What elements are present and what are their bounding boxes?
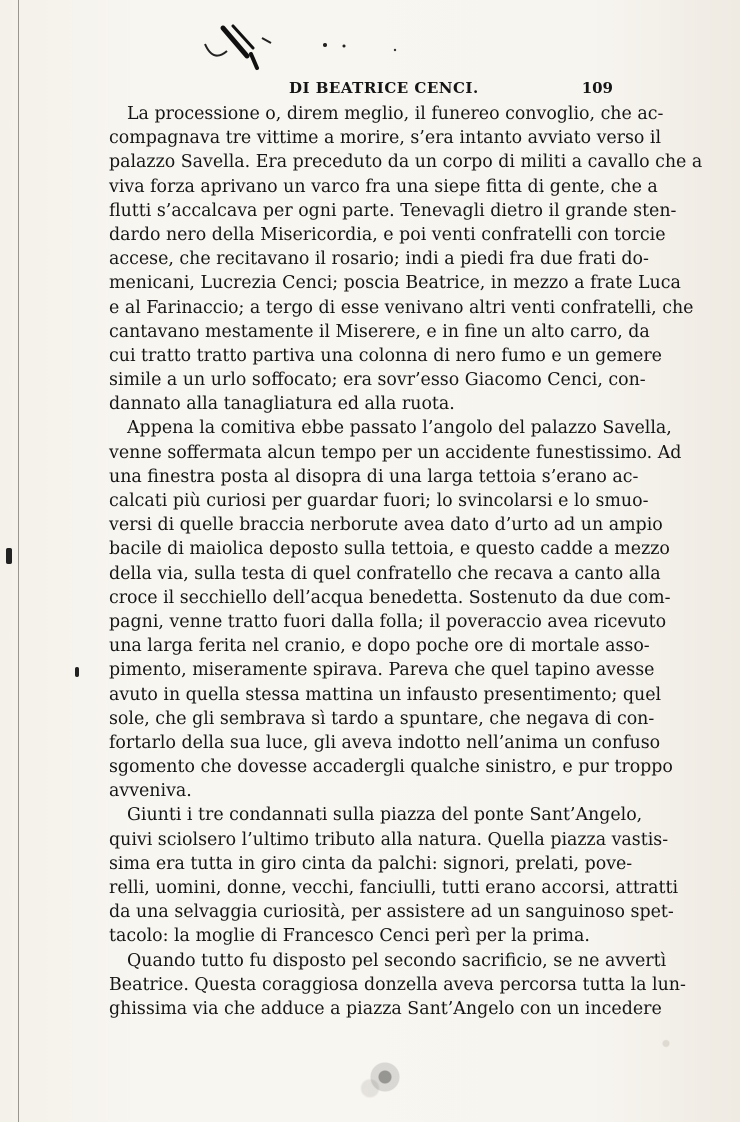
text-line: simile a un urlo soffocato; era sovr’esso Giacomo Cenci, con-	[109, 370, 646, 391]
text-line: una larga ferita nel cranio, e dopo poche ore di mortale asso-	[109, 636, 650, 657]
book-text	[109, 102, 703, 1021]
text-line: calcati più curiosi per guardar fuori; lo svincolarsi e lo smuo-	[109, 491, 649, 511]
text-line: croce il secchiello dell’acqua benedetta. Sostenuto da due com-	[109, 587, 671, 608]
text-line: da una selvaggia curiosità, per assistere ad un sanguinoso spet-	[109, 902, 674, 923]
text-line: cui tratto tratto partiva una colonna di nero fumo e un gemere	[109, 345, 662, 366]
text-line: Beatrice. Questa coraggiosa donzella aveva percorsa tutta la lun-	[109, 974, 686, 995]
text-line: compagnava tre vittime a morire, s’era intanto avviato verso il	[109, 128, 662, 149]
page-stain	[365, 1060, 405, 1094]
text-line: relli, uomini, donne, vecchi, fanciulli, tutti erano accorsi, attratti	[109, 878, 679, 898]
text-line: avuto in quella stessa mattina un infausto presentimento; quel	[109, 684, 662, 705]
text-line: dardo nero della Misericordia, e poi venti confratelli con torcie	[109, 224, 666, 245]
text-line: cantavano mestamente il Miserere, e in fine un alto carro, da	[109, 321, 650, 342]
text-line: palazzo Savella. Era preceduto da un corpo di militi a cavallo che a	[109, 152, 703, 173]
text-line: viva forza aprivano un varco fra una siepe fitta di gente, che a	[109, 176, 658, 197]
text-line: sima era tutta in giro cinta da palchi: signori, prelati, pove-	[109, 853, 633, 874]
text-line: La processione o, direm meglio, il funereo convoglio, che ac-	[127, 104, 664, 124]
text-line: ghissima via che adduce a piazza Sant’Angelo con un incedere	[109, 998, 662, 1019]
text-line: sole, che gli sembrava sì tardo a spuntare, che negava di con-	[109, 708, 655, 729]
text-line: Giunti i tre condannati sulla piazza del ponte Sant’Angelo,	[127, 805, 643, 826]
text-line: avveniva.	[109, 781, 192, 802]
text-line: venne soffermata alcun tempo per un accidente funestissimo. Ad	[109, 442, 682, 463]
page-number: 109	[581, 79, 613, 97]
text-line: una finestra posta al disopra di una larga tettoia s’erano ac-	[109, 466, 639, 487]
text-line: e al Farinaccio; a tergo di esse venivano altri venti confratelli, che	[109, 297, 694, 318]
page-header	[122, 79, 613, 103]
text-line: dannato alla tanagliatura ed alla ruota.	[109, 394, 455, 415]
text-line: Quando tutto fu disposto pel secondo sacrificio, se ne avvertì	[127, 950, 667, 971]
text-line: pagni, venne tratto fuori dalla folla; il poveraccio avea ricevuto	[109, 611, 667, 632]
text-line: bacile di maiolica deposto sulla tettoia, e questo cadde a mezzo	[109, 539, 670, 560]
text-line: versi di quelle braccia nerborute avea dato d’urto ad un ampio	[109, 515, 663, 536]
text-line: sgomento che dovesse accadergli qualche sinistro, e pur troppo	[109, 757, 673, 778]
text-line: accese, che recitavano il rosario; indi a piedi fra due frati do-	[109, 249, 649, 270]
text-line: tacolo: la moglie di Francesco Cenci perì per la prima.	[109, 926, 590, 947]
binding-edge-line	[18, 0, 19, 1122]
ink-ornament	[199, 18, 359, 78]
text-line: quivi sciolsero l’ultimo tributo alla natura. Quella piazza vastis-	[109, 829, 669, 850]
text-line: della via, sulla testa di quel confratello che recava a canto alla	[109, 563, 661, 584]
ink-mark	[75, 667, 79, 677]
text-line: Appena la comitiva ebbe passato l’angolo del palazzo Savella,	[127, 418, 672, 439]
text-line: pimento, miseramente spirava. Pareva che quel tapino avesse	[109, 660, 655, 681]
text-line: flutti s’accalcava per ogni parte. Tenevagli dietro il grande sten-	[109, 200, 677, 221]
text-line: fortarlo della sua luce, gli aveva indotto nell’anima un confuso	[109, 732, 661, 753]
running-title: DI BEATRICE CENCI.	[289, 79, 479, 97]
margin-mark	[6, 548, 12, 564]
text-line: menicani, Lucrezia Cenci; poscia Beatrice, in mezzo a frate Luca	[109, 273, 681, 294]
